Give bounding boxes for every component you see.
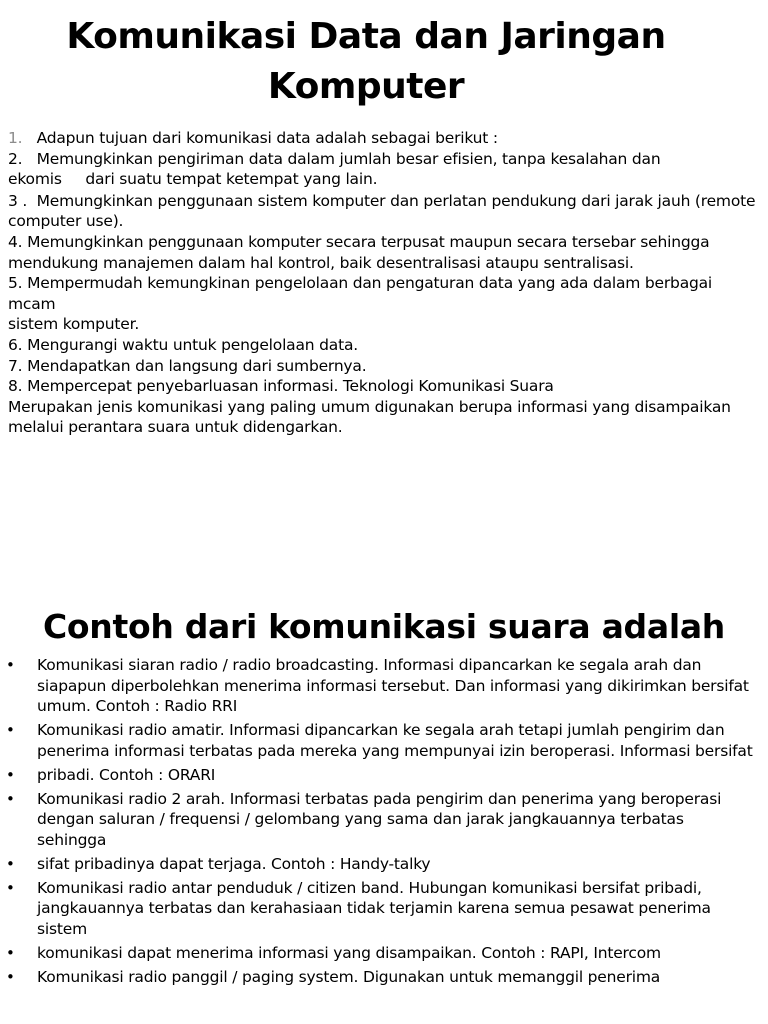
bullet-icon: • (6, 656, 15, 674)
bullet-icon: • (6, 721, 15, 739)
list-item (0, 943, 768, 964)
list-item-3-line-2: computer use). (8, 212, 124, 231)
list-item-2-line-2: ekomis dari suatu tempat ketempat yang lain. (8, 170, 378, 189)
list-item-8: 8. Mempercepat penyebarluasan informasi. Teknologi Komunikasi Suara (8, 377, 554, 396)
list-item (0, 720, 768, 761)
bullet-text: komunikasi dapat menerima informasi yang disampaikan. Contoh : RAPI, Intercom (37, 943, 661, 962)
paragraph-line-1: Merupakan jenis komunikasi yang paling umum digunakan berupa informasi yang disampaikan (8, 397, 731, 416)
list-item-4: 4. Memungkinkan penggunaan komputer secara terpusat maupun secara tersebar sehingga mendukung manajemen dalam hal kontrol, baik desentralisasi ataupu sentralisasi. (8, 232, 715, 272)
item-1-number: 1. (8, 129, 23, 147)
bullet-icon: • (6, 943, 15, 962)
bullet-list (0, 655, 768, 991)
list-item-5-line-1: 5. Mempermudah kemungkinan pengelolaan dan pengaturan data yang ada dalam berbagai mcam (8, 274, 717, 313)
bullet-text: Komunikasi siaran radio / radio broadcasting. Informasi dipancarkan ke segala arah dan siapapun diperbolehkan menerima informasi tersebut. Dan informasi yang dikirimkan bersifat umum. Contoh : Radio RRI (37, 656, 749, 715)
bullet-text: Komunikasi radio antar penduduk / citizen band. Hubungan komunikasi bersifat pribadi, jangkauannya terbatas dan kerahasiaan tidak terjamin karena semua pesawat penerima sistem (37, 878, 711, 938)
bullet-icon: • (6, 967, 15, 986)
list-item-6: 6. Mengurangi waktu untuk pengelolaan data. (8, 335, 358, 354)
list-item-1 (8, 128, 760, 149)
list-item-3-line-1: 3 . Memungkinkan penggunaan sistem komputer dan perlatan pendukung dari jarak jauh (remote (8, 191, 756, 210)
list-item (0, 789, 768, 851)
bullet-text: sifat pribadinya dapat terjaga. Contoh : Handy-talky (37, 854, 431, 873)
list-item (0, 765, 768, 786)
bullet-text: Komunikasi radio panggil / paging system. Digunakan untuk memanggil penerima (37, 967, 661, 986)
slide-body (8, 128, 760, 438)
list-item-2-line-1: 2. Memungkinkan pengiriman data dalam jumlah besar efisien, tanpa kesalahan dan (8, 149, 661, 168)
list-item (0, 967, 768, 988)
bullet-text: Komunikasi radio amatir. Informasi dipancarkan ke segala arah tetapi jumlah pengirim dan penerima informasi terbatas pada mereka yang mempunyai izin beroperasi. Informasi bersifat (37, 721, 753, 760)
page-title: Komunikasi Data dan Jaringan Komputer (66, 16, 666, 107)
list-item-7: 7. Mendapatkan dan langsung dari sumbernya. (8, 356, 367, 375)
item-1-text: Adapun tujuan dari komunikasi data adalah sebagai berikut : (36, 129, 498, 147)
paragraph-line-2: melalui perantara suara untuk didengarkan. (8, 418, 343, 437)
bullet-icon: • (6, 789, 15, 808)
list-item (0, 878, 768, 940)
bullet-icon: • (6, 765, 15, 784)
bullet-text: Komunikasi radio 2 arah. Informasi terbatas pada pengirim dan penerima yang beroperasi dengan saluran / frequensi / gelombang yang sama dan jarak jangkauannya terbatas sehingga (37, 789, 722, 849)
bullet-icon: • (6, 854, 15, 873)
list-item (0, 655, 768, 717)
list-item (0, 854, 768, 875)
section-title: Contoh dari komunikasi suara adalah (42, 607, 726, 646)
bullet-text: pribadi. Contoh : ORARI (37, 765, 216, 784)
bullet-icon: • (6, 878, 15, 897)
list-item-5-line-2: sistem komputer. (8, 315, 140, 334)
